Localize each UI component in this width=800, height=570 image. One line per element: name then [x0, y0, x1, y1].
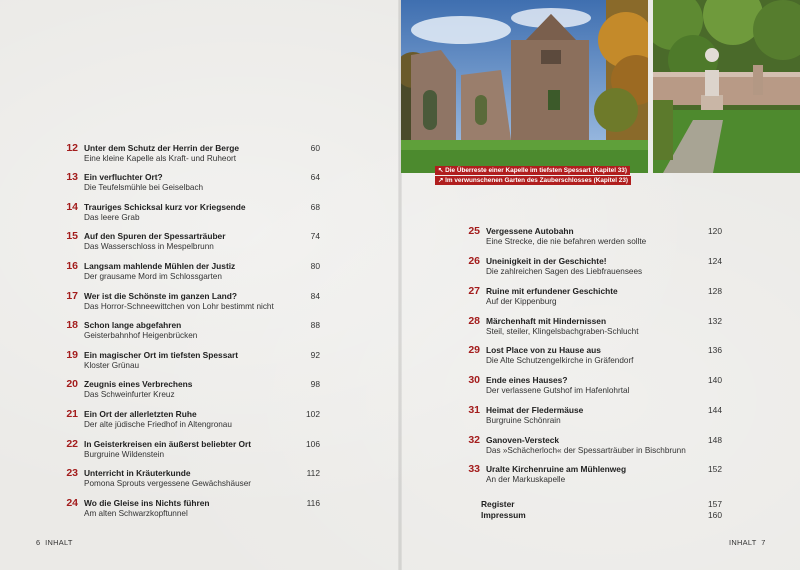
chapter-subtitle: Der verlassene Gutshof im Hafenlohrtal [486, 386, 630, 395]
chapter-number: 17 [66, 290, 78, 302]
chapter-subtitle: Der alte jüdische Friedhof in Altengronau [84, 420, 232, 429]
chapter-subtitle: Der grausame Mord im Schlossgarten [84, 272, 222, 281]
chapter-number: 14 [66, 201, 78, 213]
folio-number: 7 [761, 538, 766, 547]
chapter-subtitle: Das »Schächerloch« der Spessarträuber in Bischbrunn [486, 446, 686, 455]
left-folio [36, 538, 73, 547]
chapter-subtitle: Das Horror-Schneewittchen von Lohr bestimmt nicht [84, 302, 274, 311]
chapter-number: 22 [66, 438, 78, 450]
chapter-subtitle: Am alten Schwarzkopftunnel [84, 509, 188, 518]
page-number: 92 [310, 350, 320, 360]
chapter-subtitle: Auf der Kippenburg [486, 297, 557, 306]
toc-entry[interactable] [462, 344, 722, 368]
toc-impressum[interactable] [481, 510, 722, 521]
chapter-title: Trauriges Schicksal kurz vor Kriegsende [84, 202, 246, 212]
right-folio [729, 538, 766, 547]
chapter-title: Unterricht in Kräuterkunde [84, 468, 191, 478]
chapter-title: Vergessene Autobahn [486, 226, 574, 236]
chapter-subtitle: Das Wasserschloss in Mespelbrunn [84, 242, 214, 251]
page-number: 128 [708, 286, 722, 296]
page-number: 160 [708, 510, 722, 520]
toc-register[interactable] [481, 499, 722, 510]
chapter-subtitle: Pomona Sprouts vergessene Gewächshäuser [84, 479, 252, 488]
page-number: 80 [310, 261, 320, 271]
toc-entry[interactable] [60, 349, 320, 373]
toc-entry[interactable] [60, 201, 320, 225]
folio-label: INHALT [45, 538, 73, 547]
page-number: 60 [310, 143, 320, 153]
chapter-subtitle: An der Markuskapelle [486, 475, 566, 484]
toc-entry[interactable] [462, 434, 722, 458]
chapter-subtitle: Steil, steiler, Klingelsbachgraben-Schlucht [486, 327, 639, 336]
chapter-title: Märchenhaft mit Hindernissen [486, 316, 607, 326]
chapter-subtitle: Geisterbahnhof Heigenbrücken [84, 331, 198, 340]
photo-caption [435, 166, 630, 175]
chapter-number: 16 [66, 260, 78, 272]
chapter-number: 12 [66, 142, 78, 154]
chapter-number: 31 [468, 404, 480, 416]
chapel-ruin-illustration [401, 0, 648, 173]
toc-entry[interactable] [462, 285, 722, 309]
chapter-number: 21 [66, 408, 78, 420]
chapter-subtitle: Burgruine Wildenstein [84, 450, 165, 459]
page-number: 84 [310, 291, 320, 301]
impressum-label: Impressum [481, 510, 526, 520]
garden-photo [653, 0, 800, 173]
page-number: 157 [708, 499, 722, 509]
page-number: 98 [310, 379, 320, 389]
toc-entry[interactable] [60, 171, 320, 195]
chapter-title: Uralte Kirchenruine am Mühlenweg [486, 464, 627, 474]
page-number: 112 [306, 468, 320, 478]
chapter-number: 28 [468, 315, 480, 327]
chapter-number: 33 [468, 463, 480, 475]
photo-caption [435, 176, 631, 185]
toc-entry[interactable] [462, 463, 722, 487]
chapter-title: Langsam mahlende Mühlen der Justiz [84, 261, 236, 271]
chapter-number: 30 [468, 374, 480, 386]
page-number: 88 [310, 320, 320, 330]
page-number: 140 [708, 375, 722, 385]
chapter-title: Schon lange abgefahren [84, 320, 182, 330]
chapter-number: 29 [468, 344, 480, 356]
page-number: 102 [306, 409, 320, 419]
toc-entry[interactable] [60, 467, 320, 491]
toc-entry[interactable] [60, 142, 320, 166]
arrow-up-right-icon: ↗ [438, 177, 444, 184]
page-number: 144 [708, 405, 722, 415]
toc-entry[interactable] [462, 315, 722, 339]
page-number: 132 [708, 316, 722, 326]
page-number: 68 [310, 202, 320, 212]
toc-entry[interactable] [60, 438, 320, 462]
chapter-title: Ein magischer Ort im tiefsten Spessart [84, 350, 239, 360]
page-number: 64 [310, 172, 320, 182]
page-number: 74 [310, 231, 320, 241]
toc-entry[interactable] [462, 374, 722, 398]
chapter-title: In Geisterkreisen ein äußerst beliebter Ort [84, 439, 252, 449]
toc-entry[interactable] [60, 497, 320, 521]
caption-text: Die Überreste einer Kapelle im tiefsten Spessart (Kapitel 33) [445, 167, 627, 174]
chapter-number: 20 [66, 378, 78, 390]
folio-label: INHALT [729, 538, 757, 547]
garden-illustration [653, 0, 800, 173]
chapter-number: 24 [66, 497, 78, 509]
toc-entry[interactable] [462, 225, 722, 249]
toc-entry[interactable] [462, 255, 722, 279]
chapter-number: 19 [66, 349, 78, 361]
toc-entry[interactable] [60, 378, 320, 402]
chapel-ruin-photo [401, 0, 648, 173]
toc-entry[interactable] [60, 408, 320, 432]
chapter-title: Wer ist die Schönste im ganzen Land? [84, 291, 237, 301]
toc-entry[interactable] [60, 290, 320, 314]
chapter-title: Unter dem Schutz der Herrin der Berge [84, 143, 239, 153]
toc-entry[interactable] [60, 319, 320, 343]
toc-entry[interactable] [60, 260, 320, 284]
chapter-title: Uneinigkeit in der Geschichte! [486, 256, 607, 266]
toc-entry[interactable] [462, 404, 722, 428]
chapter-subtitle: Burgruine Schönrain [486, 416, 561, 425]
page-number: 116 [306, 498, 320, 508]
toc-entry[interactable] [60, 230, 320, 254]
chapter-number: 27 [468, 285, 480, 297]
chapter-title: Ganoven-Versteck [486, 435, 560, 445]
arrow-up-left-icon: ↖ [438, 167, 444, 174]
folio-number: 6 [36, 538, 41, 547]
chapter-title: Ein Ort der allerletzten Ruhe [84, 409, 197, 419]
caption-text: Im verwunschenen Garten des Zauberschlosses (Kapitel 23) [445, 177, 629, 184]
register-label: Register [481, 499, 515, 509]
chapter-subtitle: Eine kleine Kapelle als Kraft- und Ruheort [84, 154, 237, 163]
chapter-number: 23 [66, 467, 78, 479]
chapter-title: Auf den Spuren der Spessarträuber [84, 231, 226, 241]
chapter-number: 26 [468, 255, 480, 267]
chapter-title: Ende eines Hauses? [486, 375, 568, 385]
chapter-subtitle: Die zahlreichen Sagen des Liebfrauensees [486, 267, 643, 276]
chapter-title: Ein verfluchter Ort? [84, 172, 163, 182]
page-number: 120 [708, 226, 722, 236]
chapter-subtitle: Das Schweinfurter Kreuz [84, 390, 175, 399]
chapter-subtitle: Die Teufelsmühle bei Geiselbach [84, 183, 204, 192]
chapter-subtitle: Das leere Grab [84, 213, 140, 222]
chapter-number: 18 [66, 319, 78, 331]
chapter-title: Heimat der Fledermäuse [486, 405, 584, 415]
chapter-title: Lost Place von zu Hause aus [486, 345, 601, 355]
chapter-number: 32 [468, 434, 480, 446]
chapter-number: 25 [468, 225, 480, 237]
chapter-title: Ruine mit erfundener Geschichte [486, 286, 618, 296]
page-number: 152 [708, 464, 722, 474]
chapter-number: 13 [66, 171, 78, 183]
chapter-number: 15 [66, 230, 78, 242]
chapter-subtitle: Eine Strecke, die nie befahren werden sollte [486, 237, 647, 246]
chapter-subtitle: Die Alte Schutzengelkirche in Gräfendorf [486, 356, 634, 365]
page-number: 106 [306, 439, 320, 449]
chapter-title: Zeugnis eines Verbrechens [84, 379, 193, 389]
page-number: 124 [708, 256, 722, 266]
page-number: 136 [708, 345, 722, 355]
chapter-subtitle: Kloster Grünau [84, 361, 140, 370]
chapter-title: Wo die Gleise ins Nichts führen [84, 498, 210, 508]
page-number: 148 [708, 435, 722, 445]
